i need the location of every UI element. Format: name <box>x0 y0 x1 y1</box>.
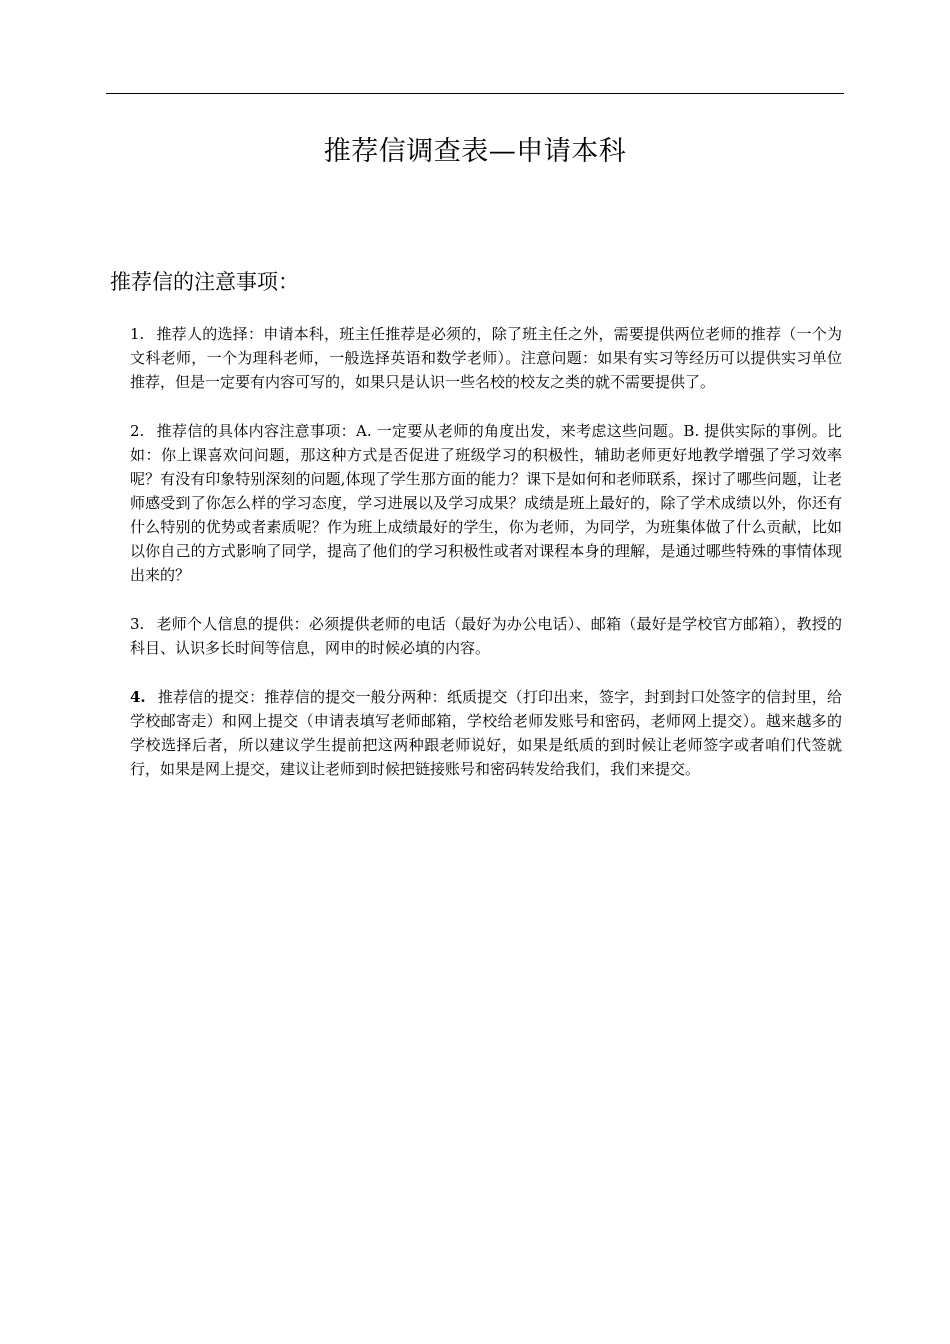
list-item <box>130 685 842 781</box>
list-item <box>130 322 842 394</box>
item-text: 推荐信的提交：推荐信的提交一般分两种：纸质提交（打印出来，签字，封到封口处签字的信封里，给学校邮寄走）和网上提交（申请表填写老师邮箱，学校给老师发账号和密码，老师网上提交）。越来越多的学校选择后者，所以建议学生提前把这两种跟老师说好，如果是纸质的到时候让老师签字或者咱们代签就行，如果是网上提交，建议让老师到时候把链接账号和密码转发给我们，我们来提交。 <box>130 688 842 778</box>
page-title: 推荐信调查表—申请本科 <box>323 136 627 167</box>
notes-list <box>130 322 842 806</box>
item-text: 推荐人的选择：申请本科，班主任推荐是必须的，除了班主任之外，需要提供两位老师的推荐（一个为文科老师，一个为理科老师，一般选择英语和数学老师）。注意问题：如果有实习等经历可以提供实习单位推荐，但是一定要有内容可写的，如果只是认识一些名校的校友之类的就不需要提供了。 <box>130 325 842 391</box>
item-text: 推荐信的具体内容注意事项：A. 一定要从老师的角度出发，来考虑这些问题。B. 提供实际的事例。比如：你上课喜欢问问题，那这种方式是否促进了班级学习的积极性，辅助老师更好地教学增强了学习效率呢？有没有印象特别深刻的问题,体现了学生那方面的能力？课下是如何和老师联系，探讨了哪些问题，让老师感受到了你怎么样的学习态度，学习进展以及学习成果？成绩是班上最好的，除了学术成绩以外，你还有什么特别的优势或者素质呢？作为班上成绩最好的学生，你为老师，为同学，为班集体做了什么贡献，比如以你自己的方式影响了同学，提高了他们的学习积极性或者对课程本身的理解，是通过哪些特殊的事情体现出来的？ <box>130 422 842 584</box>
item-number: 3. <box>130 615 145 633</box>
item-number: 4. <box>130 688 146 706</box>
list-item <box>130 612 842 660</box>
section-heading: 推荐信的注意事项： <box>110 270 299 294</box>
item-text: 老师个人信息的提供：必须提供老师的电话（最好为办公电话）、邮箱（最好是学校官方邮箱），教授的科目、认识多长时间等信息，网申的时候必填的内容。 <box>130 615 842 657</box>
header-rule <box>106 93 844 94</box>
item-number: 2. <box>130 422 145 440</box>
item-number: 1. <box>130 325 145 343</box>
list-item <box>130 419 842 587</box>
